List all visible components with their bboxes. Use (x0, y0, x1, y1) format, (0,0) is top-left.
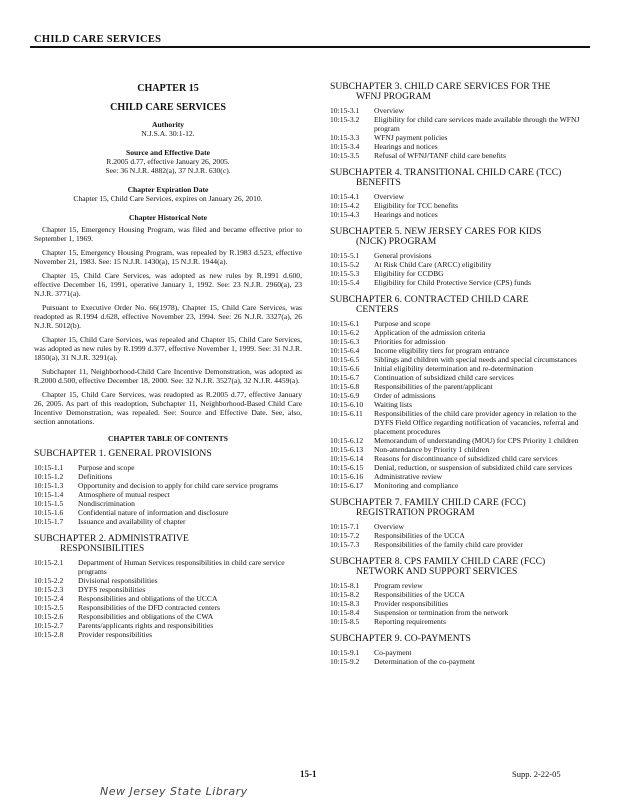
section-title: Responsibilities and obligations of the UCCA (78, 594, 218, 603)
section-title: Provider responsibilities (374, 599, 449, 608)
section-title: At Risk Child Care (ARCC) eligibility (374, 260, 492, 269)
section-title: Income eligibility tiers for program entrance (374, 346, 510, 355)
section-title: Continuation of subsidized child care services (374, 373, 514, 382)
section-number: 10:15-5.1 (330, 251, 360, 260)
section-number: 10:15-1.7 (34, 517, 64, 526)
section-number: 10:15-1.2 (34, 472, 64, 481)
toc-entry (330, 210, 592, 219)
toc-entry (34, 585, 302, 594)
section-title: Opportunity and decision to apply for child care service programs (78, 481, 279, 490)
toc-entry (330, 581, 592, 590)
subchapter-title-cont: RESPONSIBILITIES (60, 543, 145, 554)
toc-entry (34, 517, 302, 526)
history-note: Chapter 15, Child Care Services, was adopted as new rules by R.1991 d.600, effective December 16, 1991, operative January 1, 1992. See: 23 N.J.R. 2960(a), 23 N.J.R. 3771(a). (34, 271, 302, 298)
subchapter-heading (330, 168, 592, 188)
toc-heading: CHAPTER TABLE OF CONTENTS (108, 434, 228, 443)
section-number: 10:15-2.1 (34, 558, 64, 567)
toc-entry (330, 436, 592, 445)
section-number: 10:15-2.8 (34, 630, 64, 639)
section-title: Eligibility for TCC benefits (374, 201, 459, 210)
subchapter-title-cont: NETWORK AND SUPPORT SERVICES (356, 566, 518, 577)
section-number: 10:15-6.7 (330, 373, 360, 382)
subchapter-heading (330, 227, 592, 247)
toc-entry (330, 590, 592, 599)
section-title: Refusal of WFNJ/TANF child care benefits (374, 151, 506, 160)
expiration-heading: Chapter Expiration Date (127, 185, 209, 194)
section-title: Initial eligibility determination and re-determination (374, 364, 533, 373)
section-title: Non-attendance by Priority 1 children (374, 445, 490, 454)
expiration-text: Chapter 15, Child Care Services, expires on January 26, 2010. (73, 194, 263, 203)
section-number: 10:15-8.5 (330, 617, 360, 626)
toc-entry (34, 603, 302, 612)
subchapter-title-cont: WFNJ PROGRAM (356, 91, 431, 102)
subchapter-title: SUBCHAPTER 3. CHILD CARE SERVICES FOR THE (330, 81, 551, 92)
subchapter-heading (330, 498, 592, 518)
section-title: Administrative review (374, 472, 443, 481)
toc-entry (330, 151, 592, 160)
section-title: Overview (374, 522, 404, 531)
section-title: Parents/applicants rights and responsibilities (78, 621, 214, 630)
section-number: 10:15-6.13 (330, 445, 364, 454)
section-number: 10:15-1.6 (34, 508, 64, 517)
section-number: 10:15-8.1 (330, 581, 360, 590)
section-number: 10:15-6.5 (330, 355, 360, 364)
subchapter-title-cont: CENTERS (356, 304, 399, 315)
section-title: Definitions (78, 472, 113, 481)
section-title: Overview (374, 192, 404, 201)
chapter-number: CHAPTER 15 (137, 83, 199, 94)
toc-entry (330, 319, 592, 328)
section-title: Department of Human Services responsibilities in child care service programs (78, 558, 285, 576)
toc-entry (34, 576, 302, 585)
section-title: Issuance and availability of chapter (78, 517, 186, 526)
page-number: 15-1 (300, 769, 317, 779)
toc-entry (330, 260, 592, 269)
section-number: 10:15-1.3 (34, 481, 64, 490)
subchapter-title: SUBCHAPTER 2. ADMINISTRATIVE (34, 533, 189, 544)
toc-entry (330, 531, 592, 540)
section-title: Priorities for admission (374, 337, 446, 346)
subchapter-heading (330, 295, 592, 315)
section-number: 10:15-6.1 (330, 319, 360, 328)
section-title: Program review (374, 581, 423, 590)
toc-entry (330, 201, 592, 210)
section-title: Denial, reduction, or suspension of subsidized child care services (374, 463, 573, 472)
section-number: 10:15-8.4 (330, 608, 360, 617)
section-title: Siblings and children with special needs and special circumstances (374, 355, 577, 364)
toc-entry (330, 106, 592, 115)
toc-entry (34, 621, 302, 630)
history-note: Chapter 15, Child Care Services, was readopted as R.2005 d.77, effective January 26, 2005. As part of this readoption, Subchapter 11, Neighborhood-Based Child Care Incentive Demonstration, was repealed. See: Source and Effective Date. See, also, section annotations. (34, 390, 302, 426)
section-number: 10:15-6.17 (330, 481, 364, 490)
subchapter-title: SUBCHAPTER 9. CO-PAYMENTS (330, 633, 471, 644)
section-title: Provider responsibilities (78, 630, 153, 639)
section-title: DYFS responsibilities (78, 585, 146, 594)
toc-entry (330, 133, 592, 142)
toc-right (330, 82, 592, 666)
section-title: Hearings and notices (374, 210, 438, 219)
library-stamp: New Jersey State Library (100, 785, 248, 798)
toc-entry (330, 355, 592, 364)
section-title: Eligibility for Child Protective Service (CPS) funds (374, 278, 531, 287)
toc-entry (34, 499, 302, 508)
history-notes (34, 225, 302, 426)
toc-entry (330, 481, 592, 490)
history-note: Chapter 15, Emergency Housing Program, was repealed by R.1983 d.523, effective November 21, 1983. See: 15 N.J.R. 1430(a), 15 N.J.R. 1944(a). (34, 248, 302, 266)
section-title: Overview (374, 106, 404, 115)
authority-text: N.J.S.A. 30:1-12. (141, 129, 195, 138)
toc-entry (330, 251, 592, 260)
source-heading: Source and Effective Date (125, 148, 210, 157)
section-number: 10:15-5.4 (330, 278, 360, 287)
toc-entry (330, 454, 592, 463)
section-title: Responsibilities of the UCCA (374, 590, 465, 599)
section-title: Reporting requirements (374, 617, 446, 626)
section-title: Eligibility for CCDBG (374, 269, 444, 278)
toc-entry (330, 522, 592, 531)
toc-entry (34, 463, 302, 472)
section-title: Responsibilities of the DFD contracted centers (78, 603, 220, 612)
toc-entry (330, 328, 592, 337)
toc-entry (330, 142, 592, 151)
section-number: 10:15-2.3 (34, 585, 64, 594)
section-number: 10:15-4.2 (330, 201, 360, 210)
section-title: WFNJ payment policies (374, 133, 448, 142)
section-number: 10:15-2.6 (34, 612, 64, 621)
section-title: Eligibility for child care services made available through the WFNJ program (374, 115, 580, 133)
section-title: Confidential nature of information and disclosure (78, 508, 229, 517)
subchapter-heading (34, 534, 302, 554)
section-number: 10:15-6.2 (330, 328, 360, 337)
toc-entry (330, 382, 592, 391)
section-title: Waiting lists (374, 400, 412, 409)
toc-entry (330, 463, 592, 472)
section-number: 10:15-7.3 (330, 540, 360, 549)
subchapter-title: SUBCHAPTER 7. FAMILY CHILD CARE (FCC) (330, 497, 526, 508)
section-number: 10:15-1.5 (34, 499, 64, 508)
section-title: Reasons for discontinuance of subsidized child care services (374, 454, 558, 463)
source-line-2: See: 36 N.J.R. 4882(a), 37 N.J.R. 630(c). (105, 166, 231, 175)
section-title: Suspension or termination from the network (374, 608, 509, 617)
subchapter-title: SUBCHAPTER 6. CONTRACTED CHILD CARE (330, 294, 529, 305)
section-number: 10:15-1.4 (34, 490, 64, 499)
subchapter-heading (330, 557, 592, 577)
section-title: Responsibilities of the family child care provider (374, 540, 523, 549)
subchapter-title: SUBCHAPTER 8. CPS FAMILY CHILD CARE (FCC) (330, 556, 546, 567)
toc-entry (330, 472, 592, 481)
history-note: Subchapter 11, Neighborhood-Child Care Incentive Demonstration, was adopted as R.2000 d.500, effective December 18, 2000. See: 32 N.J.R. 3527(a), 32 N.J.R. 4459(a). (34, 367, 302, 385)
toc-entry (34, 558, 302, 576)
source-line-1: R.2005 d.77, effective January 26, 2005. (106, 157, 230, 166)
section-number: 10:15-7.2 (330, 531, 360, 540)
toc-entry (330, 115, 592, 133)
section-number: 10:15-9.1 (330, 648, 360, 657)
toc-entry (330, 373, 592, 382)
toc-entry (330, 192, 592, 201)
authority-heading: Authority (151, 120, 185, 129)
section-title: Responsibilities of the UCCA (374, 531, 465, 540)
toc-entry (34, 481, 302, 490)
section-number: 10:15-3.5 (330, 151, 360, 160)
subchapter-heading (330, 634, 592, 644)
section-title: Purpose and scope (374, 319, 431, 328)
section-title: Monitoring and compliance (374, 481, 459, 490)
history-note: Chapter 15, Emergency Housing Program, was filed and became effective prior to September 1, 1969. (34, 225, 302, 243)
section-title: General provisions (374, 251, 432, 260)
running-header: CHILD CARE SERVICES (34, 34, 162, 45)
toc-entry (330, 648, 592, 657)
toc-entry (330, 409, 592, 436)
section-title: Atmosphere of mutual respect (78, 490, 170, 499)
toc-entry (330, 278, 592, 287)
toc-entry (330, 445, 592, 454)
section-title: Purpose and scope (78, 463, 135, 472)
section-number: 10:15-9.2 (330, 657, 360, 666)
toc-entry (330, 608, 592, 617)
supplement-date: Supp. 2-22-05 (512, 769, 561, 779)
history-note: Pursuant to Executive Order No. 66(1978), Chapter 15, Child Care Services, was readopted as R.1994 d.628, effective November 23, 1994. See: 26 N.J.R. 3327(a), 26 N.J.R. 5012(b). (34, 303, 302, 330)
subchapter-title-cont: REGISTRATION PROGRAM (356, 507, 475, 518)
toc-entry (34, 490, 302, 499)
subchapter-title: SUBCHAPTER 1. GENERAL PROVISIONS (34, 448, 212, 459)
toc-entry (34, 612, 302, 621)
toc-entry (330, 364, 592, 373)
section-number: 10:15-4.3 (330, 210, 360, 219)
toc-left (34, 449, 302, 639)
section-number: 10:15-6.11 (330, 409, 363, 418)
section-number: 10:15-3.3 (330, 133, 360, 142)
subchapter-title-cont: (NJCK) PROGRAM (356, 236, 437, 247)
section-number: 10:15-6.12 (330, 436, 364, 445)
section-title: Order of admissions (374, 391, 436, 400)
subchapter-heading (34, 449, 302, 459)
section-title: Memorandum of understanding (MOU) for CPS Priority 1 children (374, 436, 579, 445)
toc-entry (330, 657, 592, 666)
section-number: 10:15-6.4 (330, 346, 360, 355)
subchapter-heading (330, 82, 592, 102)
section-number: 10:15-6.15 (330, 463, 364, 472)
toc-entry (330, 337, 592, 346)
header-rule (30, 46, 590, 48)
section-title: Determination of the co-payment (374, 657, 476, 666)
chapter-title: CHILD CARE SERVICES (110, 102, 226, 113)
toc-entry (330, 346, 592, 355)
section-number: 10:15-3.1 (330, 106, 360, 115)
section-number: 10:15-2.2 (34, 576, 64, 585)
history-heading: Chapter Historical Note (129, 213, 207, 222)
toc-entry (330, 391, 592, 400)
subchapter-title-cont: BENEFITS (356, 177, 401, 188)
section-number: 10:15-2.5 (34, 603, 64, 612)
toc-entry (34, 630, 302, 639)
toc-entry (330, 400, 592, 409)
section-title: Application of the admission criteria (374, 328, 486, 337)
history-note: Chapter 15, Child Care Services, was repealed and Chapter 15, Child Care Services, was adopted as new rules by R.1999 d.377, effective November 1, 1999. See: 31 N.J.R. 1850(a), 31 N.J.R. 3291(a). (34, 335, 302, 362)
toc-entry (34, 594, 302, 603)
section-number: 10:15-6.14 (330, 454, 364, 463)
section-title: Divisional responsibilities (78, 576, 158, 585)
section-number: 10:15-8.2 (330, 590, 360, 599)
section-number: 10:15-3.4 (330, 142, 360, 151)
toc-entry (34, 508, 302, 517)
toc-entry (330, 617, 592, 626)
section-number: 10:15-5.3 (330, 269, 360, 278)
section-number: 10:15-1.1 (34, 463, 64, 472)
section-title: Hearings and notices (374, 142, 438, 151)
left-column (34, 82, 302, 639)
section-number: 10:15-2.4 (34, 594, 64, 603)
section-number: 10:15-4.1 (330, 192, 360, 201)
toc-entry (330, 269, 592, 278)
section-title: Responsibilities and obligations of the CWA (78, 612, 214, 621)
section-number: 10:15-6.3 (330, 337, 360, 346)
section-number: 10:15-3.2 (330, 115, 360, 124)
right-column (330, 82, 592, 666)
section-number: 10:15-6.16 (330, 472, 364, 481)
section-number: 10:15-6.6 (330, 364, 360, 373)
subchapter-title: SUBCHAPTER 4. TRANSITIONAL CHILD CARE (TCC) (330, 167, 562, 178)
section-title: Co-payment (374, 648, 412, 657)
section-number: 10:15-6.8 (330, 382, 360, 391)
toc-entry (330, 540, 592, 549)
section-number: 10:15-8.3 (330, 599, 360, 608)
section-title: Responsibilities of the child care provider agency in relation to the DYFS Field Office regarding notification of vacancies, referral and placement procedures (374, 409, 579, 436)
subchapter-title: SUBCHAPTER 5. NEW JERSEY CARES FOR KIDS (330, 226, 542, 237)
section-number: 10:15-7.1 (330, 522, 360, 531)
section-number: 10:15-6.9 (330, 391, 360, 400)
section-title: Responsibilities of the parent/applicant (374, 382, 493, 391)
toc-entry (34, 472, 302, 481)
section-title: Nondiscrimination (78, 499, 135, 508)
section-number: 10:15-5.2 (330, 260, 360, 269)
section-number: 10:15-6.10 (330, 400, 364, 409)
toc-entry (330, 599, 592, 608)
section-number: 10:15-2.7 (34, 621, 64, 630)
